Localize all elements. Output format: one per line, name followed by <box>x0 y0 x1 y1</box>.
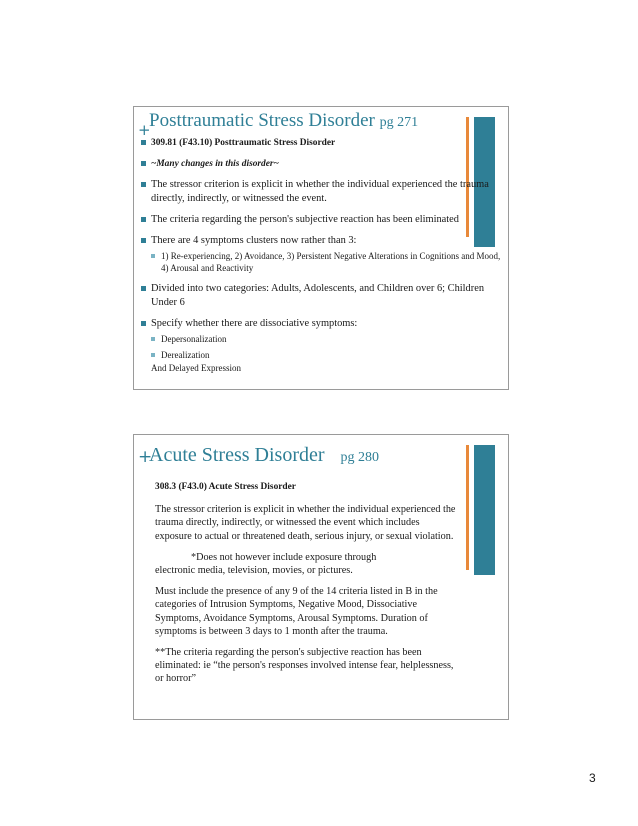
slide-title <box>149 444 379 467</box>
accent-bar-orange <box>466 445 469 570</box>
page-number: 3 <box>589 771 596 785</box>
list-item: Divided into two categories: Adults, Adolescents, and Children over 6; Children Under 6 <box>134 282 508 310</box>
slide-title <box>149 110 418 132</box>
sub-list-item: 1) Re-experiencing, 2) Avoidance, 3) Persistent Negative Alterations in Cognitions and Mood, 4) Arousal and Reactivity <box>134 251 508 274</box>
paragraph: electronic media, television, movies, or pictures. <box>155 565 353 577</box>
footer-line: And Delayed Expression <box>151 363 241 373</box>
slide-ptsd <box>133 106 509 390</box>
slide-content <box>155 481 458 694</box>
page-ref: pg 271 <box>379 115 419 130</box>
page-ref: pg 280 <box>340 450 380 465</box>
plus-icon: + <box>138 447 153 467</box>
sub-list-item: Depersonalization <box>134 334 508 346</box>
slide-asd <box>133 434 509 720</box>
paragraph: **The criteria regarding the person's subjective reaction has been eliminated: ie “the person's responses involved intense fear, helplessness, or horror” <box>155 647 454 685</box>
paragraph: *Does not however include exposure through <box>191 551 377 563</box>
plus-icon: + <box>138 121 151 139</box>
paragraph: 308.3 (F43.0) Acute Stress Disorder <box>155 482 296 492</box>
slide-content <box>134 136 508 374</box>
accent-bar-blue <box>474 445 495 575</box>
paragraph: Must include the presence of any 9 of the 14 criteria listed in B in the categories of Intrusion Symptoms, Negative Mood, Dissociative Symptoms, Avoidance Symptoms, Arousal Symptoms. Duration of symptoms is between 3 days to 1 month after the trauma. <box>155 586 438 637</box>
list-item: ~Many changes in this disorder~ <box>134 157 508 171</box>
paragraph: The stressor criterion is explicit in whether the individual experienced the trauma directly, indirectly, or witnessed the event which includes exposure to actual or threatened death, serious injury, or sexual violation. <box>155 504 456 542</box>
title-text: Posttraumatic Stress Disorder <box>149 110 375 131</box>
sub-list-item: Derealization <box>134 350 508 362</box>
list-item: Specify whether there are dissociative symptoms: <box>134 317 508 331</box>
list-item: The stressor criterion is explicit in whether the individual experienced the trauma directly, indirectly, or witnessed the event. <box>134 178 508 206</box>
list-item: The criteria regarding the person's subjective reaction has been eliminated <box>134 213 508 227</box>
list-item: 309.81 (F43.10) Posttraumatic Stress Disorder <box>134 136 508 150</box>
title-text: Acute Stress Disorder <box>149 444 325 466</box>
list-item: There are 4 symptoms clusters now rather than 3: <box>134 234 508 248</box>
